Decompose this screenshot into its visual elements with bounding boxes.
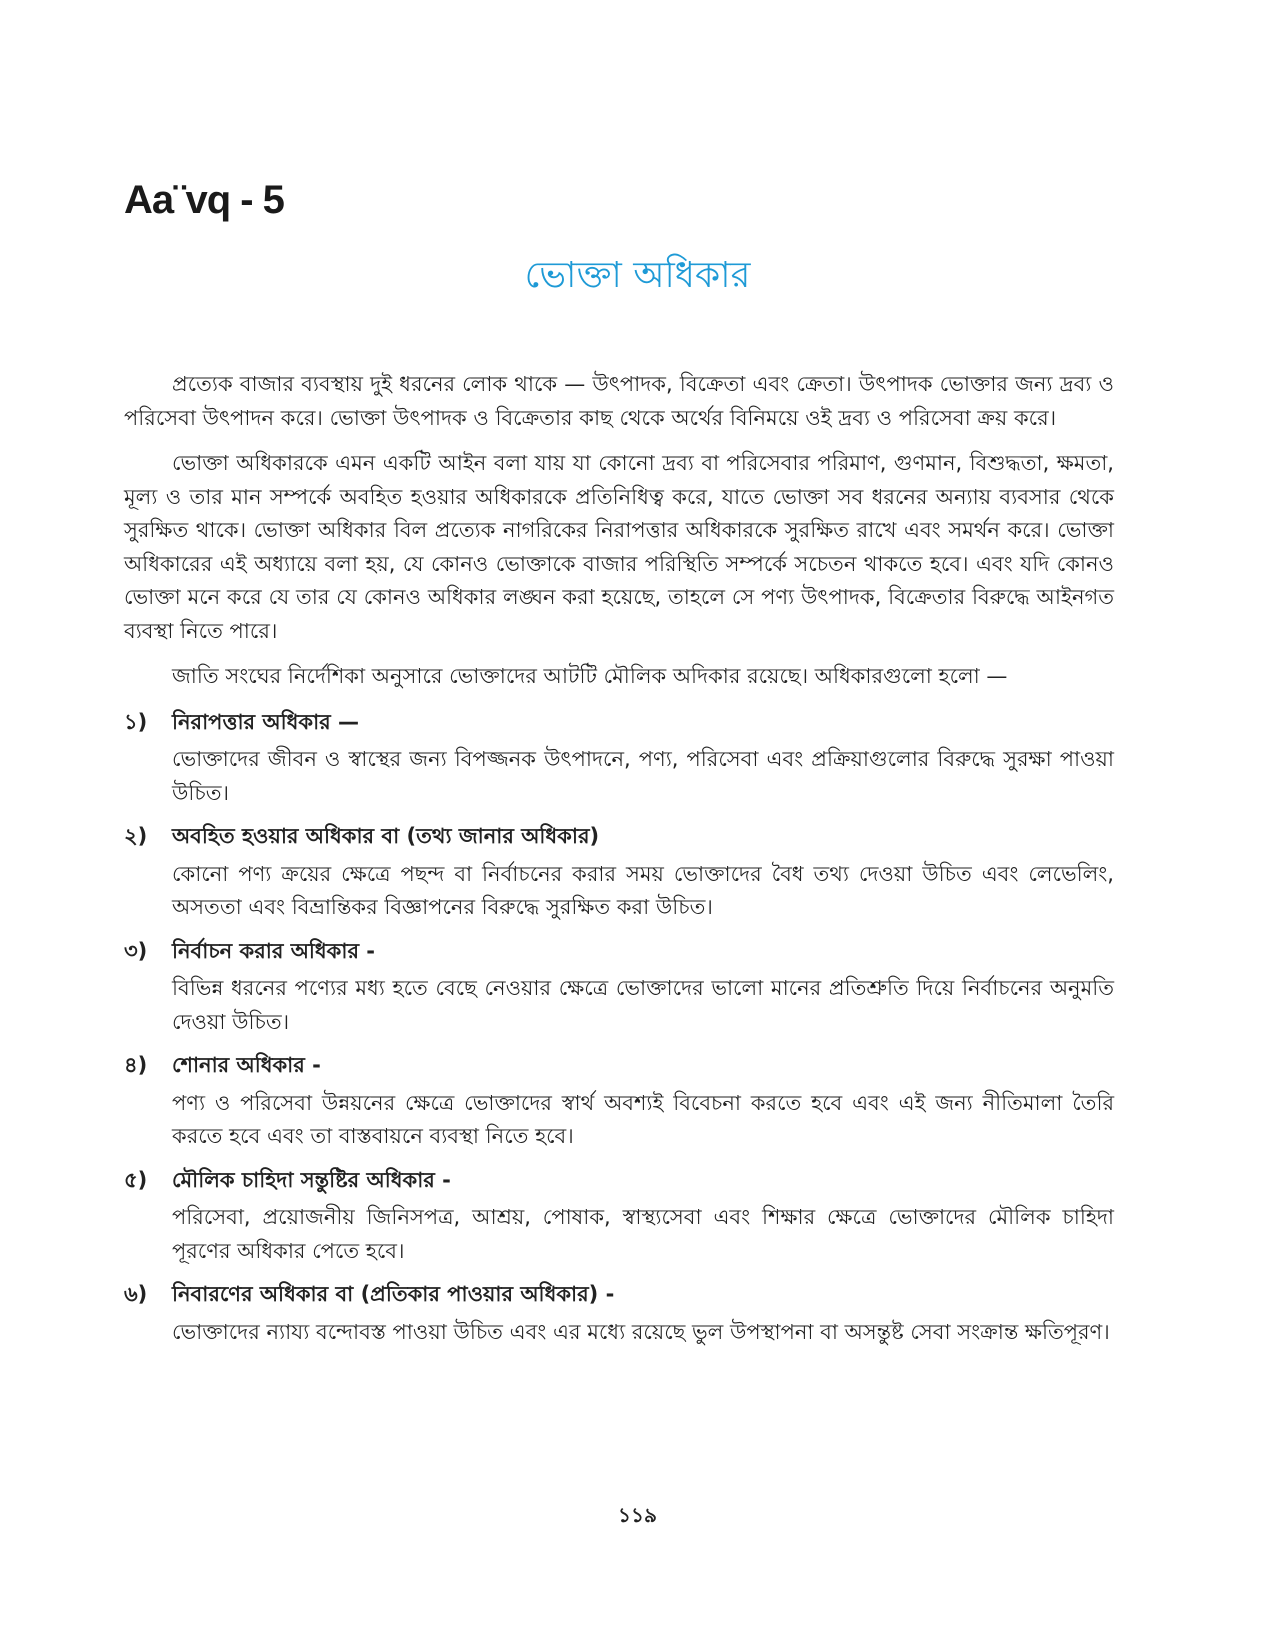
right-item-header — [124, 935, 1114, 969]
right-item-title: অবহিত হওয়ার অধিকার বা (তথ্য জানার অধিকার) — [172, 824, 600, 848]
right-item-safety — [124, 706, 1114, 811]
intro-paragraph-1: প্রত্যেক বাজার ব্যবস্থায় দুই ধরনের লোক থাকে — উৎপাদক, বিক্রেতা এবং ক্রেতা। উৎপাদক ভোক্তার জন্য দ্রব্য ও পরিসেবা উৎপাদন করে। ভোক্তা উৎপাদক ও বিক্রেতার কাছ থেকে অর্থের বিনিময়ে ওই দ্রব্য ও পরিসেবা ক্রয় করে। — [124, 372, 1114, 430]
right-item-description: কোনো পণ্য ক্রয়ের ক্ষেত্রে পছন্দ বা নির্বাচনের করার সময় ভোক্তাদের বৈধ তথ্য দেওয়া উচিত এবং লেভেলিং, অসততা এবং বিভ্রান্তিকর বিজ্ঞাপনের বিরুদ্ধে সুরক্ষিত করা উচিত। — [172, 861, 1114, 919]
right-item-header — [124, 820, 1114, 854]
right-item-information — [124, 820, 1114, 925]
right-item-number: ৫) — [124, 1167, 148, 1192]
right-item-description: ভোক্তাদের জীবন ও স্বাস্থের জন্য বিপজ্জনক উৎপাদনে, পণ্য, পরিসেবা এবং প্রক্রিয়াগুলোর বিরুদ্ধে সুরক্ষা পাওয়া উচিত। — [172, 747, 1114, 805]
right-item-header — [124, 1164, 1114, 1198]
right-item-description: বিভিন্ন ধরনের পণ্যের মধ্য হতে বেছে নেওয়ার ক্ষেত্রে ভোক্তাদের ভালো মানের প্রতিশ্রুতি দিয়ে নির্বাচনের অনুমতি দেওয়া উচিত। — [172, 976, 1114, 1034]
right-item-be-heard — [124, 1049, 1114, 1154]
right-item-number: ১) — [124, 709, 148, 734]
right-item-number: ৩) — [124, 938, 148, 963]
right-item-title: নিবারণের অধিকার বা (প্রতিকার পাওয়ার অধিকার) - — [172, 1282, 615, 1306]
right-item-description: ভোক্তাদের ন্যায্য বন্দোবস্ত পাওয়া উচিত এবং এর মধ্যে রয়েছে ভুল উপস্থাপনা বা অসন্তুষ্ট সেবা সংক্রান্ত ক্ষতিপূরণ। — [172, 1319, 1110, 1344]
right-item-redress — [124, 1278, 1114, 1349]
document-body — [124, 368, 1114, 1359]
right-item-header — [124, 1049, 1114, 1083]
right-item-header — [124, 1278, 1114, 1312]
right-item-number: ২) — [124, 824, 148, 848]
right-item-choice — [124, 935, 1114, 1040]
right-item-title: মৌলিক চাহিদা সন্তুষ্টির অধিকার - — [172, 1167, 451, 1192]
intro-paragraph-3: জাতি সংঘের নির্দেশিকা অনুসারে ভোক্তাদের আটটি মৌলিক অদিকার রয়েছে। অধিকারগুলো হলো — — [172, 664, 1008, 688]
right-item-title: নির্বাচন করার অধিকার - — [172, 938, 376, 963]
right-item-description: পরিসেবা, প্রয়োজনীয় জিনিসপত্র, আশ্রয়, পোষাক, স্বাস্থ্যসেবা এবং শিক্ষার ক্ষেত্রে ভোক্তাদের মৌলিক চাহিদা পূরণের অধিকার পেতে হবে। — [172, 1205, 1114, 1263]
intro-paragraph-2: ভোক্তা অধিকারকে এমন একটি আইন বলা যায় যা কোনো দ্রব্য বা পরিসেবার পরিমাণ, গুণমান, বিশুদ্ধতা, ক্ষমতা, মূল্য ও তার মান সম্পর্কে অবহিত হওয়ার অধিকারকে প্রতিনিধিত্ব করে, যাতে ভোক্তা সব ধরনের অন্যায় ব্যবসার থেকে সুরক্ষিত থাকে। ভোক্তা অধিকার বিল প্রত্যেক নাগরিকের নিরাপত্তার অধিকারকে সুরক্ষিত রাখে এবং সমর্থন করে। ভোক্তা অধিকারের এই অধ্যায়ে বলা হয়, যে কোনও ভোক্তাকে বাজার পরিস্থিতি সম্পর্কে সচেতন থাকতে হবে। এবং যদি কোনও ভোক্তা মনে করে যে তার যে কোনও অধিকার লঙ্ঘন করা হয়েছে, তাহলে সে পণ্য উৎপাদক, বিক্রেতার বিরুদ্ধে আইনগত ব্যবস্থা নিতে পারে। — [124, 451, 1114, 643]
right-item-title: নিরাপত্তার অধিকার — — [172, 709, 360, 734]
right-item-title: শোনার অধিকার - — [172, 1053, 321, 1077]
right-item-header — [124, 706, 1114, 740]
chapter-heading: Aa¨vq - 5 — [124, 178, 284, 222]
right-item-number: ৬) — [124, 1282, 148, 1306]
right-item-description: পণ্য ও পরিসেবা উন্নয়নের ক্ষেত্রে ভোক্তাদের স্বার্থ অবশ্যই বিবেচনা করতে হবে এবং এই জন্য নীতিমালা তৈরি করতে হবে এবং তা বাস্তবায়নে ব্যবস্থা নিতে হবে। — [172, 1090, 1114, 1148]
page-number: ১১৯ — [618, 1503, 657, 1527]
page-title: ভোক্তা অধিকার — [524, 255, 751, 296]
right-item-number: ৪) — [124, 1053, 148, 1077]
right-item-basic-needs — [124, 1164, 1114, 1269]
